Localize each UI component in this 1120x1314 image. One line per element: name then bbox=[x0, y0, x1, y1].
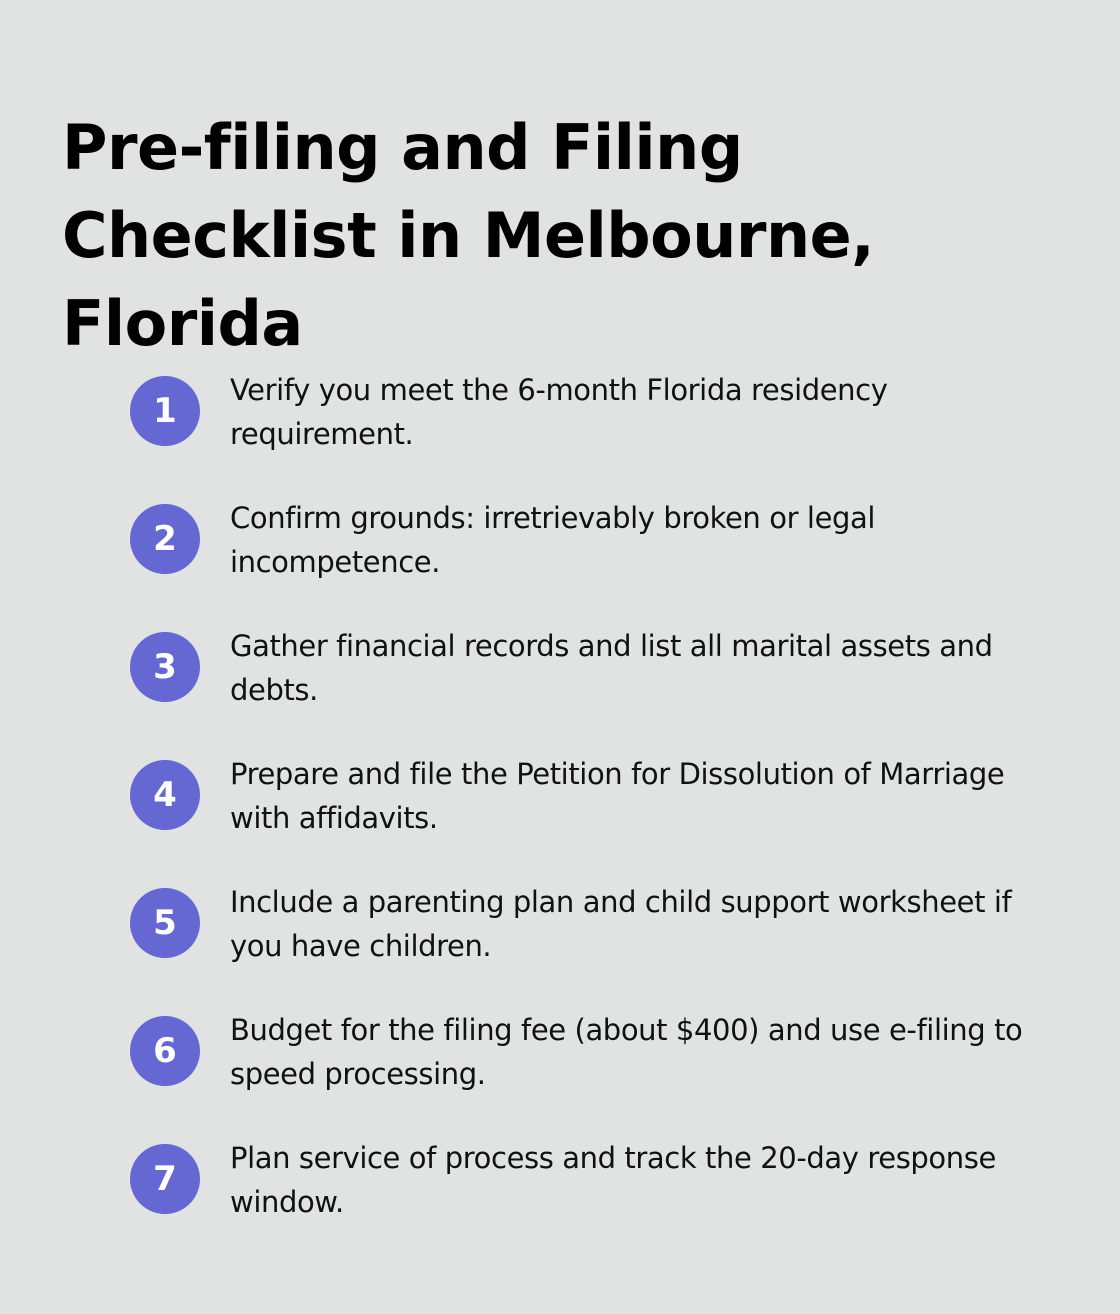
step-text: Gather financial records and list all marital assets and debts. bbox=[230, 629, 993, 707]
list-item bbox=[130, 368, 1050, 468]
step-text: Budget for the filing fee (about $400) and use e-filing to speed processing. bbox=[230, 1013, 1023, 1091]
list-item bbox=[130, 752, 1050, 852]
list-item bbox=[130, 880, 1050, 980]
step-number-badge: 2 bbox=[130, 504, 200, 574]
step-number-badge: 4 bbox=[130, 760, 200, 830]
list-item bbox=[130, 1136, 1050, 1236]
step-number-badge: 5 bbox=[130, 888, 200, 958]
step-text: Verify you meet the 6-month Florida residency requirement. bbox=[230, 373, 888, 451]
step-number-badge: 3 bbox=[130, 632, 200, 702]
step-number-badge: 1 bbox=[130, 376, 200, 446]
list-item bbox=[130, 1008, 1050, 1108]
step-number-badge: 6 bbox=[130, 1016, 200, 1086]
step-text: Prepare and file the Petition for Dissolution of Marriage with affidavits. bbox=[230, 757, 1005, 835]
list-item bbox=[130, 496, 1050, 596]
page-title: Pre-filing and Filing Checklist in Melbourne, Florida bbox=[62, 111, 875, 360]
step-text: Include a parenting plan and child support worksheet if you have children. bbox=[230, 885, 1012, 963]
step-number-badge: 7 bbox=[130, 1144, 200, 1214]
step-text: Plan service of process and track the 20-day response window. bbox=[230, 1141, 996, 1219]
step-text: Confirm grounds: irretrievably broken or legal incompetence. bbox=[230, 501, 876, 579]
list-item bbox=[130, 624, 1050, 724]
